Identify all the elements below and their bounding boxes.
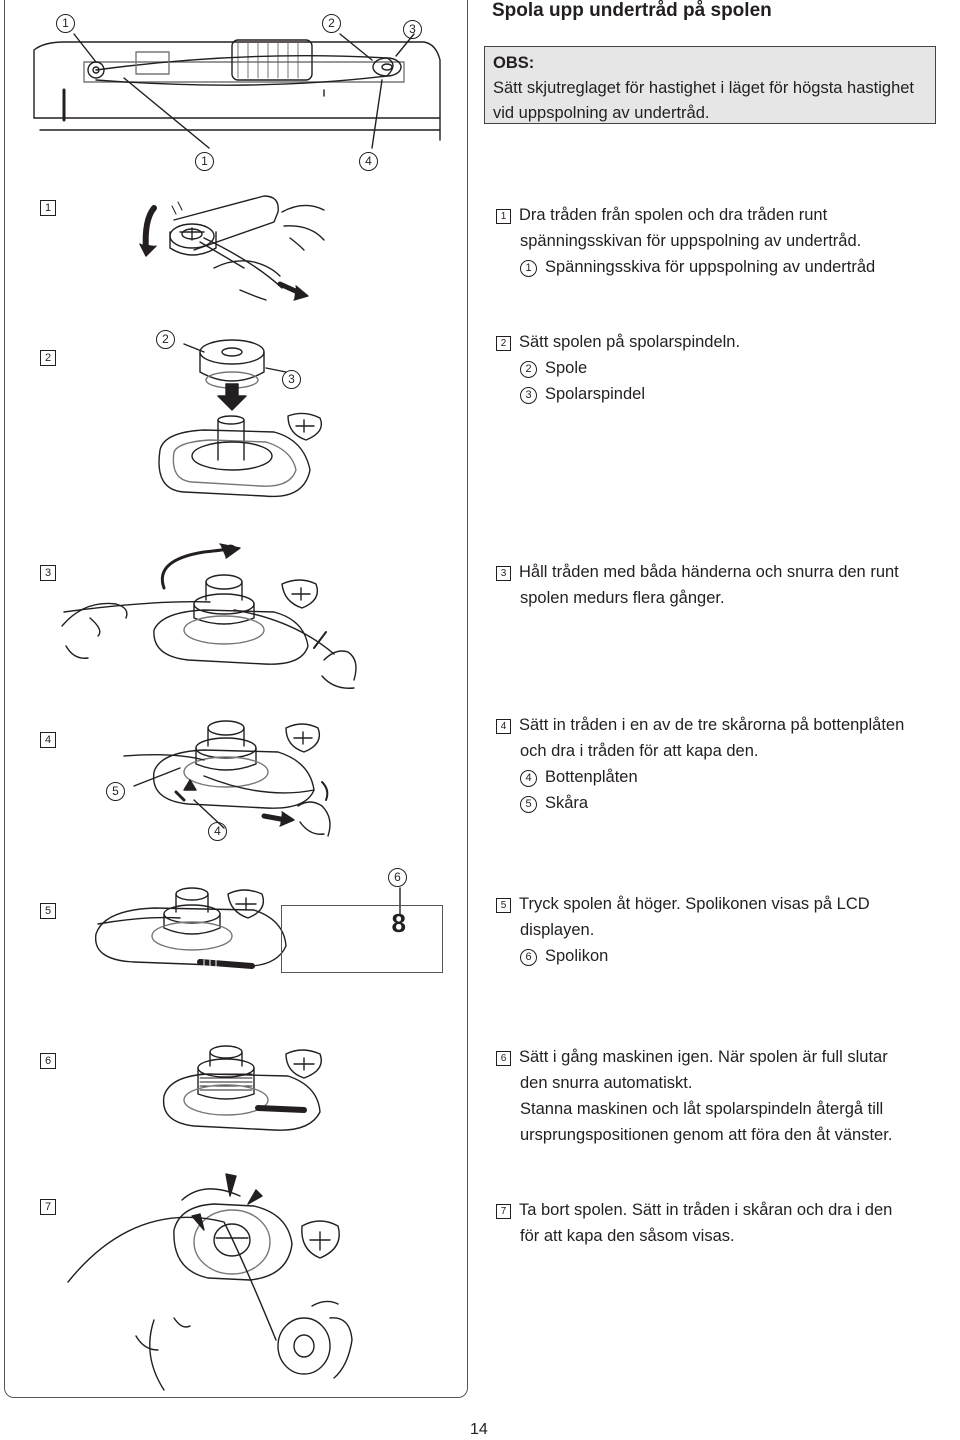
step1-illustration xyxy=(140,196,324,300)
lcd-display xyxy=(281,905,443,973)
note-heading: OBS: xyxy=(493,54,535,72)
step-7: 7 Ta bort spolen. Sätt in tråden i skåran och dra i den för att kapa den såsom visas. xyxy=(496,1197,936,1249)
step2-illustration xyxy=(159,340,321,496)
step6-illustration xyxy=(164,1046,322,1130)
step-marker-7: 7 xyxy=(40,1199,56,1215)
callout-1b: 1 xyxy=(195,152,214,171)
page-number: 14 xyxy=(470,1421,488,1438)
callout-spole: 2 xyxy=(156,330,175,349)
callout-4: 4 xyxy=(359,152,378,171)
step-marker-2: 2 xyxy=(40,350,56,366)
machine-top-illustration xyxy=(34,34,440,148)
note-text: Sätt skjutreglaget för hastighet i läget för högsta hastighet vid uppspolning av undertråd. xyxy=(493,79,915,122)
callout-skara: 5 xyxy=(106,782,125,801)
step-2: 2 Sätt spolen på spolarspindeln. 2 Spole 3 Spolarspindel xyxy=(496,329,936,407)
step-marker-3: 3 xyxy=(40,565,56,581)
step-3: 3 Håll tråden med båda händerna och snurra den runt spolen medurs flera gånger. xyxy=(496,559,936,611)
step-1: 1 Dra tråden från spolen och dra tråden runt spänningsskivan för uppspolning av undertråd. 1 Spänningsskiva för uppspolning av undertråd xyxy=(496,202,936,280)
page-title: Spola upp undertråd på spolen xyxy=(492,0,772,21)
step-marker-5: 5 xyxy=(40,903,56,919)
callout-1: 1 xyxy=(56,14,75,33)
callout-bottenplaten: 4 xyxy=(208,822,227,841)
step-marker-4: 4 xyxy=(40,732,56,748)
step-marker-6: 6 xyxy=(40,1053,56,1069)
callout-spolarspindel: 3 xyxy=(282,370,301,389)
step-4: 4 Sätt in tråden i en av de tre skårorna på bottenplåten och dra i tråden för att kapa den. 4 Bottenplåten 5 Skåra xyxy=(496,712,936,816)
step7-illustration xyxy=(68,1174,352,1390)
illustration-panel xyxy=(4,0,468,1398)
step3-illustration xyxy=(62,544,356,688)
step4-illustration xyxy=(124,721,330,836)
bobbin-icon: 8 xyxy=(391,908,406,938)
callout-spolikon: 6 xyxy=(388,868,407,887)
callout-2: 2 xyxy=(322,14,341,33)
note-box xyxy=(484,46,936,124)
step-marker-1: 1 xyxy=(40,200,56,216)
step-5: 5 Tryck spolen åt höger. Spolikonen visas på LCD displayen. 6 Spolikon xyxy=(496,891,936,969)
step-6: 6 Sätt i gång maskinen igen. När spolen är full slutar den snurra automatiskt. Stanna maskinen och låt spolarspindeln återgå till ursprungspositionen genom att föra den åt vänster. xyxy=(496,1044,936,1148)
callout-3: 3 xyxy=(403,20,422,39)
